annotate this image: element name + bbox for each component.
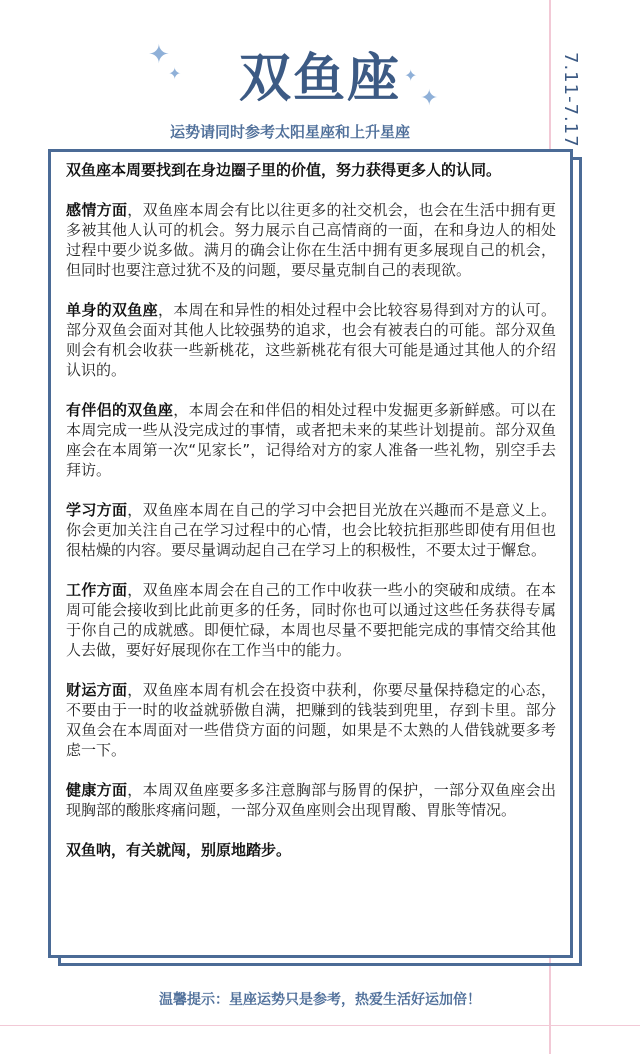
section-text: ，双鱼座本周在自己的学习中会把目光放在兴趣而不是意义上。你会更加关注自己在学习过程中的心情，也会比较抗拒那些即使有用但也很枯燥的内容。要尽量调动起自己在学习上的积极性，不要太过于懈怠。 — [66, 501, 556, 559]
section-heading: 工作方面 — [66, 581, 128, 599]
section-wealth — [66, 680, 556, 760]
intro-paragraph — [66, 160, 556, 180]
horoscope-content — [66, 160, 556, 880]
sparkle-icon: ✦ — [148, 40, 170, 70]
section-heading: 健康方面 — [66, 781, 128, 799]
intro-text: 双鱼座本周要找到在身边圈子里的价值，努力获得更多人的认同。 — [66, 161, 502, 179]
sparkle-icon: ✦ — [168, 64, 182, 83]
sparkle-icon: ✦ — [404, 66, 418, 85]
page-title: 双鱼座 — [238, 49, 401, 109]
section-heading: 感情方面 — [66, 201, 128, 219]
section-single — [66, 300, 556, 380]
section-love — [66, 200, 556, 280]
decorative-horizontal-line — [0, 1025, 640, 1026]
footer-tip: 温馨提示：星座运势只是参考，热爱生活好运加倍！ — [159, 992, 481, 1008]
section-text: ，本周双鱼座要多多注意胸部与肠胃的保护，一部分双鱼座会出现胸部的酸胀疼痛问题，一部分双鱼座则会出现胃酸、胃胀等情况。 — [66, 781, 556, 819]
section-text: ，本周在和异性的相处过程中会比较容易得到对方的认可。部分双鱼会面对其他人比较强势的追求，也会有被表白的可能。部分双鱼则会有机会收获一些新桃花，这些新桃花有很大可能是通过其他人的介绍认识的。 — [66, 301, 556, 379]
section-heading: 有伴侣的双鱼座 — [66, 401, 174, 419]
section-text: ，双鱼座本周有机会在投资中获利，你要尽量保持稳定的心态，不要由于一时的收益就骄傲自满，把赚到的钱装到兜里，存到卡里。部分双鱼会在本周面对一些借贷方面的问题，如果是不太熟的人借钱就要多考虑一下。 — [66, 681, 556, 759]
section-heading: 单身的双鱼座 — [66, 301, 158, 319]
section-work — [66, 580, 556, 660]
closing-paragraph — [66, 840, 556, 860]
section-text: ，双鱼座本周会在自己的工作中收获一些小的突破和成绩。在本周可能会接收到比此前更多的任务，同时你也可以通过这些任务获得专属于你自己的成就感。即便忙碌，本周也尽量不要把能完成的事情交给其他人去做，要好好展现你在工作当中的能力。 — [66, 581, 556, 659]
section-partnered — [66, 400, 556, 480]
subtitle: 运势请同时参考太阳星座和上升星座 — [169, 123, 410, 141]
sparkle-icon: ✦ — [420, 86, 439, 111]
section-heading: 学习方面 — [66, 501, 128, 519]
section-text: ，双鱼座本周会有比以往更多的社交机会，也会在生活中拥有更多被其他人认可的机会。努力展示自己高情商的一面，在和身边人的相处过程中要少说多做。满月的确会让你在生活中拥有更多展现自己的机会，但同时也要注意过犹不及的问题，要尽量克制自己的表现欲。 — [66, 201, 556, 279]
section-study — [66, 500, 556, 560]
closing-text: 双鱼呐，有关就闯，别原地踏步。 — [66, 841, 292, 859]
section-text: ，本周会在和伴侣的相处过程中发掘更多新鲜感。可以在本周完成一些从没完成过的事情，或者把未来的某些计划提前。部分双鱼座会在本周第一次“见家长”，记得给对方的家人准备一些礼物，别空手去拜访。 — [66, 401, 556, 479]
section-health — [66, 780, 556, 820]
section-heading: 财运方面 — [66, 681, 128, 699]
date-range: 7.11-7.17 — [560, 52, 581, 148]
